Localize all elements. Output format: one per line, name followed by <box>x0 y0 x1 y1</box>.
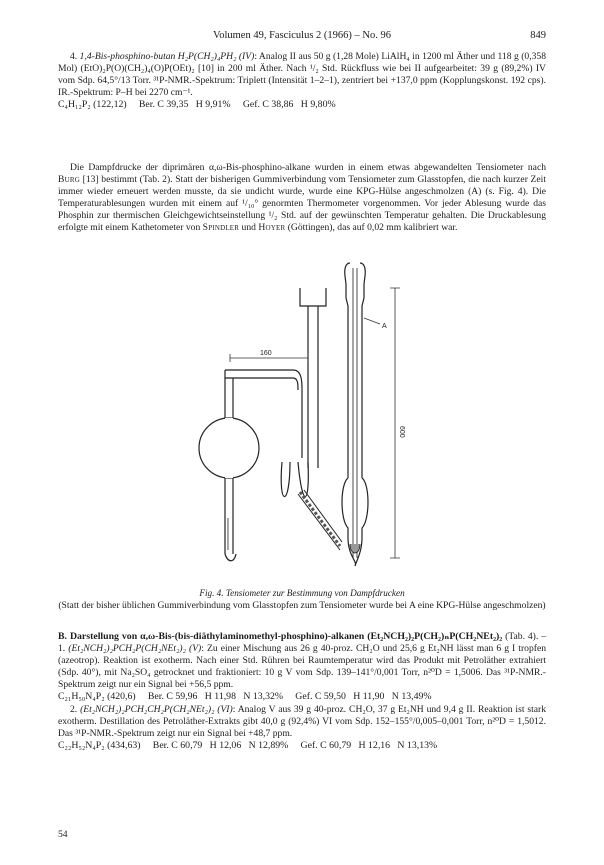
section-b-heading: B. Darstellung von α,ω-Bis-(bis-diäthylaminomethyl-phosphino)-alkanen (Et₂NCH₂)₂P(CH₂)ₙP(CH₂NEt₂)₂ <box>58 631 503 642</box>
section-b-heading-paragraph <box>58 631 546 691</box>
label-160: 160 <box>260 350 272 357</box>
author-burg: Burg <box>58 173 80 185</box>
thermometer-stem <box>353 268 357 558</box>
tensimeter-text <box>58 162 546 233</box>
top-stopper <box>345 263 366 298</box>
tensimeter-text-part4: (Göttingen), das auf 0,02 mm kalibriert war. <box>285 221 458 233</box>
compound-v-analysis: C₂₁H₅₀N₄P₂ (420,6) Ber. C 59,96 H 11,98 N 13,32% Gef. C 59,50 H 11,90 N 13,49% <box>58 690 432 702</box>
compound-v-body: : Zu einer Mischung aus 26 g 40-proz. CH₂O und 25,6 g Et₂NH lässt man 6 g I tropfen (azeotrop). Reaktion ist exotherm. Nach einer Std. Rühren bei Raumtemperatur wird das Produkt mit Petroläther extrahiert (Sdp. 40°), mit Na₂SO₄ getrocknet und fraktioniert: 10 g V vom Sdp. 139–141°/0,001 Torr, n²⁰D = 1,5006. Das ³¹P-NMR.-Spektrum zeigt nur ein Signal bei +56,5 ppm. <box>58 642 547 690</box>
compound-vi-paragraph <box>58 704 546 740</box>
compound-4-body: : Analog II aus 50 g (1,28 Mole) LiAlH₄ in 1200 ml Äther und 118 g (0,358 Mol) (EtO)₂P(O)(CH₂)₄(O)P(OEt)₂ [10] in 200 ml Äther. Nach ¹/₂ Std. Rückfluss wie bei II aufgearbeitet: 39 g (89,2%) IV vom Sdp. 64,5°/13 Torr. ³¹P-NMR.-Spektrum: Triplett (Intensität 1–2–1), zentriert bei +137,0 ppm (Kopplungskonst. 192 cps). IR.-Spektrum: P–H bei 2270 cm⁻¹. <box>58 51 546 98</box>
author-hoyer: Hoyer <box>258 221 286 233</box>
arm-elbow <box>293 370 302 458</box>
compound-4-analysis: C₄H₁₂P₂ (122,12) Ber. C 39,35 H 9,91% Gef. C 38,86 H 9,80% <box>58 98 336 110</box>
section-b-block <box>58 631 546 752</box>
mercury-column <box>300 492 340 546</box>
figure-caption-title: Fig. 4. Tensiometer zur Bestimmung von Dampfdrucken <box>199 588 405 598</box>
label-600: 600 <box>398 426 405 438</box>
section-b-heading-tail: (Tab. 4). – 1. <box>58 631 546 654</box>
author-spindler: Spindler <box>202 221 240 233</box>
leader-line-a <box>364 318 380 324</box>
tensiometer-figure <box>190 258 430 578</box>
compound-4-block <box>58 51 546 111</box>
tensimeter-text-part2: [13] bestimmt (Tab. 2). Statt der bisherigen Gummiverbindung vom Tensiometer zum Glasstopfen, die nach kurzer Zeit immer wieder erneuert werden musste, da sie undicht wurde, wurde eine KPG-Hülse angeschmolzen (A) (s. Fig. 4). Die Temperaturablesungen wurden mit einem auf ¹/₁₀° genormten Thermometer vorgenommen. Vor jeder Ablesung wurde das Phosphin zur thermischen Gleichgewichtseinstellung ¹/₂ Std. auf der gewünschten Temperatur gehalten. Die Druckablesung erfolgte mit einem Kathetometer von <box>58 173 546 233</box>
tensimeter-text-part3: und <box>239 221 259 233</box>
journal-citation: Volumen 49, Fasciculus 2 (1966) – No. 96 <box>212 30 391 41</box>
compound-vi-body: : Analog V aus 39 g 40-proz. CH₂O, 37 g Et₂NH und 9,4 g II. Reaktion ist stark exotherm. Destillation des Petroläther-Extrakts gibt 40,0 g (92,4%) VI vom Sdp. 152–155°/0,005–0,001 Torr, n²⁰D = 1,5012. Das ³¹P-NMR.-Spektrum zeigt nur ein Signal bei +48,7 ppm. <box>58 704 547 740</box>
tensimeter-text-part1: Die Dampfdrucke der diprimären α,ω-Bis-phosphino-alkane wurden in einem etwas abgewandelten Tensiometer nach <box>70 162 546 173</box>
lower-bulb <box>342 478 368 538</box>
page-number: 849 <box>530 30 546 41</box>
compound-4-number: 4. <box>70 51 80 62</box>
compound-vi-number: 2. <box>70 704 81 716</box>
compound-4-paragraph <box>58 51 546 99</box>
compound-v-name: (Et₂NCH₂)₂PCH₂P(CH₂NEt₂)₂ (V) <box>68 642 202 654</box>
compound-vi-analysis: C₂₂H₅₂N₄P₂ (434,63) Ber. C 60,79 H 12,06 N 12,89% Gef. C 60,79 H 12,16 N 13,13% <box>58 740 438 752</box>
u-tube-loop <box>281 462 308 497</box>
running-header <box>58 30 546 44</box>
kpg-sleeve <box>346 298 364 326</box>
upper-side-tube <box>300 288 326 306</box>
compound-4-name: 1,4-Bis-phosphino-butan H₂P(CH₂)₄PH₂ (IV) <box>79 51 255 62</box>
figure-caption <box>58 588 546 612</box>
main-column <box>348 326 362 478</box>
mercury-pool <box>350 544 360 553</box>
figure-caption-note: (Statt der bisher üblichen Gummiverbindung vom Glasstopfen zum Tensiometer wurde bei A eine KPG-Hülse angeschmolzen) <box>58 599 546 611</box>
inner-tube <box>308 306 318 468</box>
left-tube-bottom <box>225 554 236 561</box>
tensimeter-paragraph <box>58 162 546 233</box>
horizontal-arm <box>225 370 293 378</box>
printer-signature: 54 <box>58 829 68 840</box>
label-a: A <box>382 323 387 330</box>
compound-vi-name: (Et₂NCH₂)₂PCH₂CH₂P(CH₂NEt₂)₂ (VI) <box>80 704 233 716</box>
